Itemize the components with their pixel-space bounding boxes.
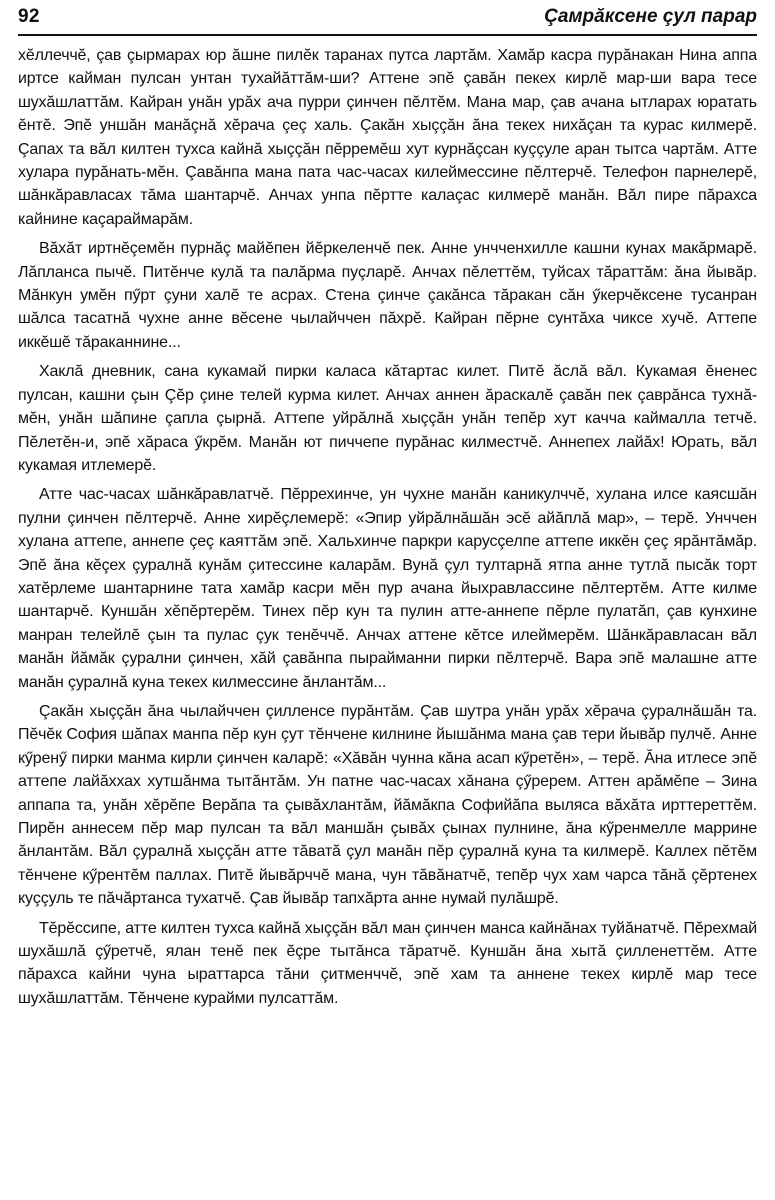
- page-header: [18, 6, 757, 36]
- page-number: 92: [18, 6, 40, 27]
- book-page: [18, 6, 757, 1196]
- paragraph-3: Хаклă дневник, сана кукамай пирки каласа кăтартас килет. Питĕ ăслă вăл. Кукамая ĕненес пулсан, кашни çын Çĕр çине телей курма килет. Анчах аннен ăраскалĕ çавăн пек çаврăнса тухнă-мĕн, унăн шăпине çапла çырнă. Аттепе уйрăлнă хыççăн унăн тепĕр хут качча каймалла тетчĕ. Пĕлетĕн-и, эпĕ хăраса ӳкрĕм. Манăн ют пиччепе пурăнас килместчĕ. Аннепех лайăх! Юрать, вăл кукамая итлемерĕ.: [18, 363, 757, 474]
- paragraph-2: Вăхăт иртнĕçемĕн пурнăç майĕпен йĕркеленчĕ пек. Анне унчченхилле кашни кунах макăрмарĕ. Лăпланса пычĕ. Питĕнче кулă та палăрма пуçларĕ. Анчах пĕлеттĕм, туйсах тăраттăм: ăна йывăр. Мăнкун умĕн пӳрт çуни халĕ те асрах. Стена çинче çакăнса тăракан сăн ӳкерчĕксене тусанран шăлса тасатнă чухне анне вĕсене чылайччен пăхрĕ. Кайран пĕрне сунтăха чиксе хучĕ. Аттепе иккĕшĕ тăраканнине...: [18, 240, 757, 351]
- paragraph-4: Атте час-часах шăнкăравлатчĕ. Пĕррехинче, ун чухне манăн каникулччĕ, хулана илсе каясшăн пулни çинчен пĕлтерчĕ. Анне хирĕçлемерĕ: «Эпир уйрăлнăшăн эсĕ айăплă мар», – терĕ. Унччен хулана аттепе, аннепе çеç каяттăм эпĕ. Хальхинче паркри карусçелпе аттепе иккĕн çеç ярăнтăмăр. Эпĕ ăна кĕçех çуралнă кунăм çитессине каларăм. Вунă çул тултарнă ятпа анне тутлă пысăк торт хатĕрлеме шантарнине тата хамăр касри мĕн пур ачана йыхравлассине пĕлтертĕм. Атте килме шантарчĕ. Куншăн хĕпĕртерĕм. Тинех пĕр кун та пулин атте-аннепе пĕрле пулатăп, çав кунхине манран телейлĕ çын та пулас çук тенĕччĕ. Анчах аттене кĕтсе илеймерĕм. Шăнкăравласан вăл манăн йăмăк çурални çинчен, хăй çавăнпа пырайманни пирки пĕлтерчĕ. Вара эпĕ малашне атте манăн çуралнă куна текех килмессине ăнлантăм...: [18, 486, 757, 691]
- body-text: [18, 44, 757, 1010]
- paragraph-5: Çакăн хыççăн ăна чылайччен çилленсе пурăнтăм. Çав шутра унăн урăх хĕрача çуралнăшăн та. Пĕчĕк София шăпах манпа пĕр кун çут тĕнчене килнине йышăнма мана çав тери йывăр пулчĕ. Анне кӳренӳ пирки манма кирли çинчен каларĕ: «Хăвăн чунна кăна асап кӳретĕн», – терĕ. Ăна итлесе эпĕ аттепе лайăххах хутшăнма тытăнтăм. Ун патне час-часах хăнана çӳререм. Аттен арăмĕпе – Зина аппапа та, унăн хĕрĕпе Верăпа та çывăхлантăм, йăмăкпа Софийăпа выляса вăхăта ирттереттĕм. Пирĕн аннесем пĕр мар пулсан та вăл маншăн çывăх çынах пулнине, ăна кӳренмелле маррине ăнлантăм. Вăл çуралнă хыççăн атте тăватă çул манăн пĕр çуралнă куна та килмерĕ. Каллех пĕтĕм тĕнчене кӳрентĕм паллах. Питĕ йывăрччĕ мана, чун тăвăнатчĕ, тепĕр чух хам чарса тăнă çĕртенех куççуль те пăчăртанса тухатчĕ. Çав йывăр тапхăрта анне нумай пулăшрĕ.: [18, 702, 757, 908]
- paragraph-1: хĕллеччĕ, çав çырмарах юр ăшне пилĕк таранах путса лартăм. Хамăр касра пурăнакан Нина аппа иртсе кайман пулсан унтан тухайăттăм-ши? Аттене эпĕ çавăн пекех кирлĕ мар-ши вара тесе шухăшлаттăм. Кайран унăн урăх ача пурри çинчен пĕлтĕм. Мана мар, çав ачана ытларах юратать ĕнтĕ. Эпĕ уншăн манăçнă хĕрача çеç халь. Çакăн хыççăн ăна текех нихăçан та курас килмерĕ. Çапах та вăл килтен тухса кайнă хыççăн пĕрремĕш хут курнăçсан куççуле аран тытса чартăм. Атте хулара пурăнать-мĕн. Çавăнпа мана пата час-часах килеймессине пĕлтерчĕ. Телефон парнелерĕ, шăнкăравласах тăма шантарчĕ. Анчах унпа пĕртте калаçас килмерĕ манăн. Вăл пире пăрахса кайнине каçараймарăм.: [18, 47, 757, 228]
- running-title: Çамрăксене çул парар: [544, 6, 757, 27]
- paragraph-6: Тĕрĕссипе, атте килтен тухса кайнă хыççăн вăл ман çинчен манса кайнăнах туйăнатчĕ. Пĕрехмай шухăшлă çӳретчĕ, ялан тенĕ пек ĕçре тытăнса тăратчĕ. Куншăн ăна хытă çилленеттĕм. Атте пăрахса кайни чуна ыраттарса тăни çитменччĕ, эпĕ хам та аннене текех кирлĕ мар тесе шухăшлаттăм. Тĕнчене курайми пулсаттăм.: [18, 919, 757, 1007]
